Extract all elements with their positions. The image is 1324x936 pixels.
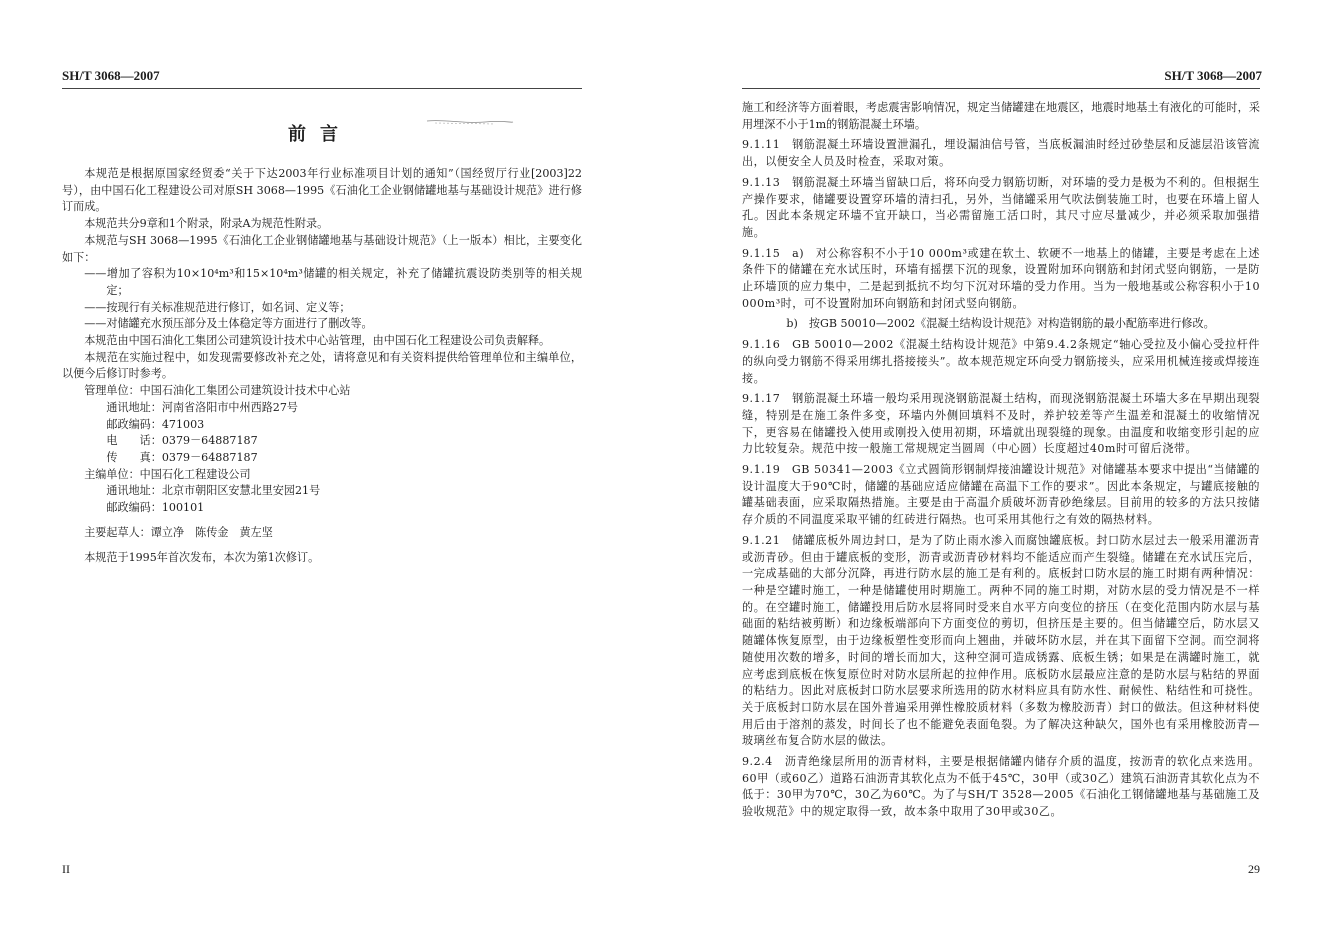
commentary-body: [742, 100, 1260, 821]
standard-code-right: SH/T 3068—2007: [1164, 68, 1262, 83]
scan-smudge: [425, 116, 515, 128]
spacer: [62, 517, 582, 526]
management-address: 通讯地址：河南省洛阳市中州西路27号: [106, 400, 299, 414]
change-item: ——对储罐充水预压部分及土体稳定等方面进行了删改等。: [84, 317, 373, 331]
clause-paragraph: 9.1.21 储罐底板外周边封口，是为了防止雨水渗入而腐蚀罐底板。封口防水层过去一般采用灌沥青或沥青砂。但由于罐底板的变形，沥青或沥青砂材料均不能适应而产生裂缝。储罐在充水试压完后，一完成基础的大部分沉降，再进行防水层的施工是有利的。底板封口防水层的施工时期有两种情况：一种是空罐时施工，一种是储罐使用时期施工。两种不同的施工时期，对防水层的受力情况是不一样的。在空罐时施工，储罐投用后防水层将同时受来自水平方向变位的挤压（在变化范围内防水层与基础面的粘结被剪断）和边缘板端部向下方面变位的剪切，但挤压是主要的。但当储罐空后，防水层又随罐体恢复原型，由于边缘板塑性变形而向上翘曲，并破坏防水层，并在其下面留下空洞。而空洞将随使用次数的增多，时间的增长而加大，这种空洞可造成锈露、底板生锈；如果是在满罐时施工，就应考虑到底板在恢复原位时对防水层所起的拉伸作用。底板防水层最应注意的是防水层与粘结的界面的粘结力。因此对底板封口防水层要求所选用的防水材料应具有防水性、耐候性、粘结性和可挠性。关于底板封口防水层在国外普遍采用弹性橡胶质材料（多数为橡胶沥青）封口的做法。但这种材料使用后由于溶剂的蒸发，时间长了也不能避免表面龟裂。为了解决这种缺欠，国外也有采用橡胶沥青—玻璃丝布复合防水层的做法。: [742, 533, 1260, 748]
standard-code-left: SH/T 3068—2007: [62, 68, 160, 83]
release-note: 本规范于1995年首次发布，本次为第1次修订。: [84, 551, 320, 565]
change-item: ——增加了容积为10×10⁴m³和15×10⁴m³储罐的相关规定，补充了储罐抗震设防类别等的相关规定；: [84, 267, 582, 297]
admin-paragraph: 本规范由中国石油化工集团公司建筑设计技术中心站管理，由中国石化工程建设公司负责解释。: [84, 334, 551, 348]
page-number-right: 29: [1248, 862, 1260, 876]
page-title: 前言: [288, 124, 352, 145]
admin-paragraph: 本规范在实施过程中，如发现需要修改补充之处，请将意见和有关资料提供给管理单位和主编单位，以便今后修订时参考。: [62, 350, 582, 381]
clause-paragraph: 9.1.13 钢筋混凝土环墙当留缺口后，将环向受力钢筋切断，对环墙的受力是极为不利的。但根据生产操作要求，储罐要设置穿环墙的清扫孔，另外，当储罐采用气吹法倒装施工时，也要在环墙上留人孔。因此本条规定环墙不宜开缺口，当必需留施工活口时，其尺寸应尽量减少，并必须采取加强措施。: [742, 175, 1260, 239]
clause-paragraph: b) 按GB 50010—2002《混凝土结构设计规范》对构造钢筋的最小配筋率进行修改。: [786, 317, 1215, 331]
management-fax: 传 真：0379－64887187: [106, 450, 258, 464]
right-page: [662, 0, 1324, 936]
header-rule-left: [62, 88, 582, 89]
editor-address: 通讯地址：北京市朝阳区安慧北里安园21号: [106, 484, 321, 498]
clause-paragraph: 9.1.19 GB 50341—2003《立式圆筒形钢制焊接油罐设计规范》对储罐基本要求中提出“当储罐的设计温度大于90℃时，储罐的基础应适应储罐在高温下工作的要求”。因此本条规定，与罐底接触的罐基础表面，应采取隔热措施。主要是由于高温介质破坏沥青砂绝缘层。目前用的较多的方法只按储存介质的不同温度采取平铺的红砖进行隔热。也可采用其他行之有效的隔热材料。: [742, 463, 1260, 527]
page-number-left: II: [62, 862, 70, 876]
management-unit: 管理单位：中国石油化工集团公司建筑设计技术中心站: [84, 384, 351, 398]
management-postcode: 邮政编码：471003: [106, 417, 205, 431]
intro-paragraph: 本规范共分9章和1个附录，附录A为规范性附录。: [84, 217, 329, 231]
clause-paragraph: 9.1.11 钢筋混凝土环墙设置泄漏孔，埋设漏油信号管，当底板漏油时经过砂垫层和反滤层沿该管流出，以便安全人员及时检查，采取对策。: [742, 138, 1260, 169]
clause-paragraph: 9.1.16 GB 50010—2002《混凝土结构设计规范》中第9.4.2条规定“轴心受拉及小偏心受拉杆件的纵向受力钢筋不得采用绑扎搭接接头”。故本规范规定环向受力钢筋接头，应采用机械连接或焊接连接。: [742, 338, 1260, 385]
change-item: ——按现行有关标准规范进行修订，如名词、定义等；: [84, 300, 351, 314]
header-rule-right: [742, 88, 1260, 89]
intro-paragraph: 本规范是根据原国家经贸委“关于下达2003年行业标准项目计划的通知”（国经贸厅行业[2003]22号），由中国石化工程建设公司对原SH 3068—1995《石油化工企业钢储罐地基与基础设计规范》进行修订而成。: [62, 167, 582, 214]
editor-unit: 主编单位：中国石化工程建设公司: [84, 467, 251, 481]
clause-paragraph: 9.2.4 沥青绝缘层所用的沥青材料，主要是根据储罐内储存介质的温度，按沥青的软化点来选用。60甲（或60乙）道路石油沥青其软化点为不低于45℃，30甲（或30乙）建筑石油沥青其软化点为不低于：30甲为70℃，30乙为60℃。为了与SH/T 3528—2005《石油化工钢储罐地基与基础施工及验收规范》中的规定取得一致，故本条中取用了30甲或30乙。: [742, 755, 1260, 819]
management-phone: 电 话：0379－64887187: [106, 434, 258, 448]
spacer: [62, 542, 582, 551]
clause-paragraph: 9.1.17 钢筋混凝土环墙一般均采用现浇钢筋混凝土结构，而现浇钢筋混凝土环墙大多在早期出现裂缝，特别是在施工条件多变，环墙内外侧回填料不及时，养护较差等产生温差和混凝土的收缩情况下，更容易在储罐投入使用或刚投入使用初期，环墙就出现裂缝的现象。由温度和收缩变形引起的应力比较复杂。规范中按一般施工常规规定当圆周（中心圆）长度超过40m时可留后浇带。: [742, 392, 1260, 456]
foreword-body: [62, 166, 582, 567]
editor-postcode: 邮政编码：100101: [106, 501, 205, 515]
drafters: 主要起草人：谭立净 陈传金 黄左坚: [84, 526, 273, 540]
intro-paragraph: 本规范与SH 3068—1995《石油化工企业钢储罐地基与基础设计规范》（上一版本）相比，主要变化如下：: [62, 233, 582, 264]
clause-paragraph: 9.1.15 a) 对公称容积不小于10 000m³或建在软土、软硬不一地基上的储罐，主要是考虑在上述条件下的储罐在充水试压时，环墙有摇摆下沉的现象，设置附加环向钢筋和封闭式竖向钢筋，一是防止环墙顶的应力集中，二是起到抵抗不均匀下沉对环墙的受力作用。当为一般地基或公称容积小于10 000m³时，可不设置附加环向钢筋和封闭式竖向钢筋。: [742, 246, 1260, 310]
clause-paragraph: 施工和经济等方面着眼，考虑震害影响情况，规定当储罐建在地震区，地震时地基土有液化的可能时，采用埋深不小于1m的钢筋混凝土环墙。: [742, 101, 1260, 131]
